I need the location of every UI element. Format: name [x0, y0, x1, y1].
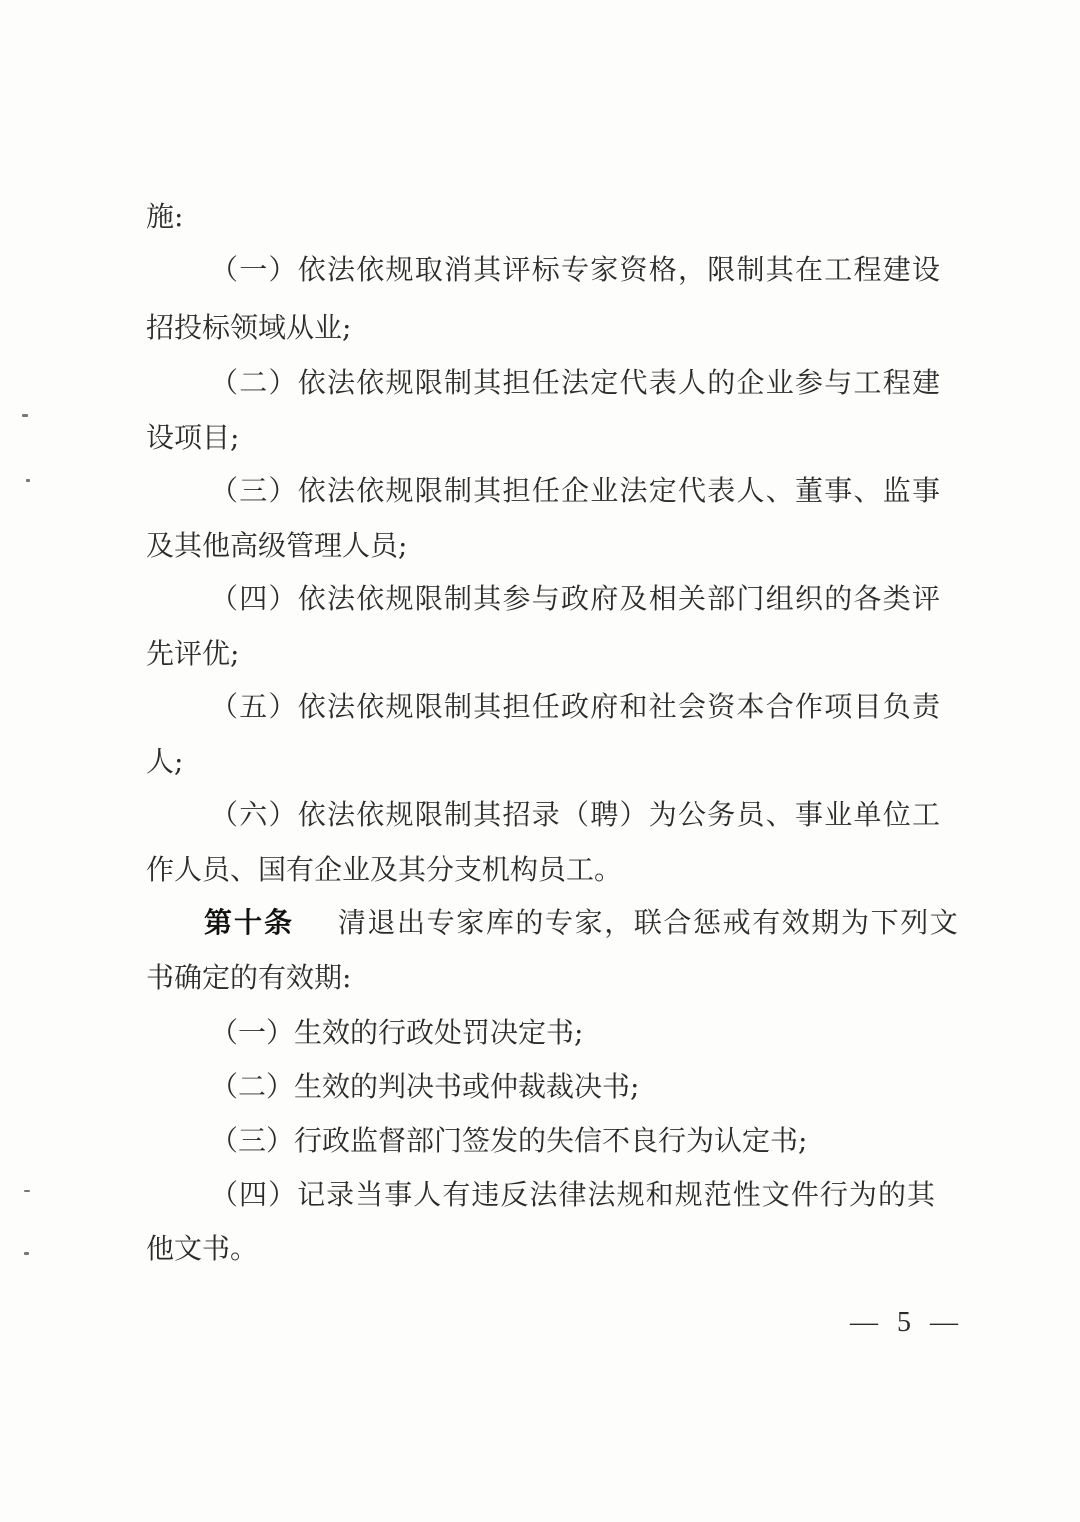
line-text: 人; — [146, 745, 184, 778]
text-line — [210, 1121, 807, 1161]
line-text: （一）依法依规取消其评标专家资格，限制其在工程建设 — [210, 253, 942, 286]
text-line — [210, 1013, 583, 1053]
text-line — [146, 634, 239, 674]
text-line — [146, 958, 351, 998]
line-text: （三）依法依规限制其担任企业法定代表人、董事、监事 — [210, 474, 942, 507]
line-text: 他文书。 — [146, 1232, 259, 1265]
line-text: 作人员、国有企业及其分支机构员工。 — [146, 853, 623, 886]
text-line — [210, 363, 940, 403]
page-number: — 5 — — [850, 1307, 964, 1338]
scan-speck — [24, 1252, 29, 1255]
text-line — [210, 795, 940, 835]
line-text: 招投标领域从业; — [146, 311, 352, 344]
line-text: 设项目; — [146, 421, 240, 454]
line-text: 书确定的有效期: — [146, 961, 352, 994]
text-line — [210, 579, 940, 619]
line-text: （一）生效的行政处罚决定书; — [210, 1016, 584, 1049]
text-line — [146, 526, 407, 566]
line-text: （四）依法依规限制其参与政府及相关部门组织的各类评 — [210, 582, 942, 615]
line-text: （五）依法依规限制其担任政府和社会资本合作项目负责 — [210, 690, 942, 723]
text-line — [210, 1175, 935, 1215]
line-text: （二）生效的判决书或仲裁裁决书; — [210, 1070, 640, 1103]
line-text: 及其他高级管理人员; — [146, 529, 408, 562]
line-text: （三）行政监督部门签发的失信不良行为认定书; — [210, 1124, 808, 1157]
line-text: 先评优; — [146, 637, 240, 670]
text-line — [210, 687, 940, 727]
line-text: （四）记录当事人有违反法律法规和规范性文件行为的其 — [210, 1178, 937, 1211]
line-text: （六）依法依规限制其招录（聘）为公务员、事业单位工 — [210, 798, 942, 831]
scan-speck — [26, 479, 30, 482]
line-text: （二）依法依规限制其担任法定代表人的企业参与工程建 — [210, 366, 942, 399]
scan-speck — [22, 414, 28, 417]
text-line — [146, 850, 622, 890]
text-line — [146, 742, 183, 782]
article-heading: 第十条 — [204, 906, 295, 939]
text-line — [146, 1229, 258, 1269]
text-line — [210, 250, 940, 290]
line-text: 施: — [146, 200, 184, 233]
article-text: 清退出专家库的专家，联合惩戒有效期为下列文 — [337, 906, 960, 939]
text-line — [210, 471, 940, 511]
text-line — [146, 308, 351, 348]
text-line — [210, 1067, 639, 1107]
scan-speck — [24, 1190, 30, 1192]
article-line — [204, 903, 960, 943]
text-line — [146, 197, 183, 237]
text-line — [146, 418, 239, 458]
